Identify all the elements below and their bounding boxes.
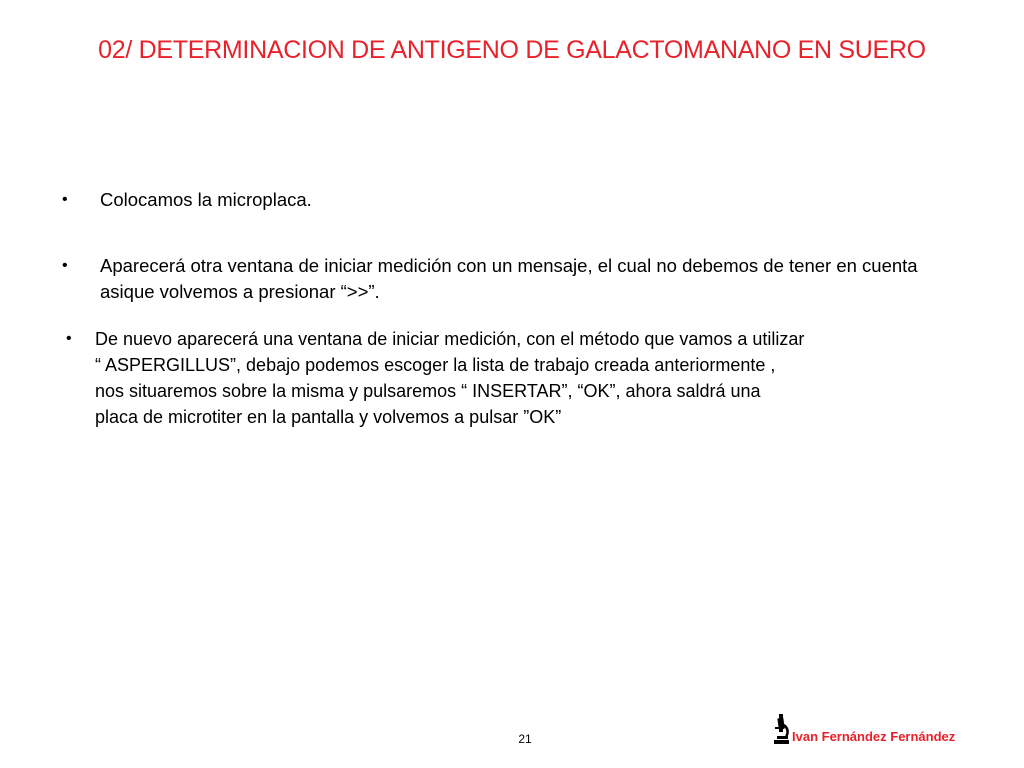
slide-title: 02/ DETERMINACION DE ANTIGENO DE GALACTOMANANO EN SUERO (98, 36, 926, 64)
author-name: Ivan Fernández Fernández (792, 729, 956, 744)
bullet-item (66, 326, 806, 430)
bullet-text: Colocamos la microplaca. (100, 189, 312, 210)
bullet-item (62, 187, 962, 213)
bullet-dot: • (62, 191, 68, 208)
bullet-dot: • (66, 330, 72, 347)
bullet-text: De nuevo aparecerá una ventana de iniciar medición, con el método que vamos a utilizar “ ASPERGILLUS”, debajo podemos escoger la lista de trabajo creada anteriormente , nos situaremos sobre la misma y pulsaremos “ INSERTAR”, “OK”, ahora saldrá una placa de microtiter en la pantalla y volvemos a pulsar ”OK” (95, 329, 805, 427)
bullet-item (62, 253, 962, 305)
microscope-icon (770, 713, 792, 745)
bullet-text: Aparecerá otra ventana de iniciar medición con un mensaje, el cual no debemos de tener en cuenta asique volvemos a presionar “>>”. (100, 255, 918, 302)
page-number: 21 (518, 732, 532, 746)
bullet-dot: • (62, 257, 68, 274)
